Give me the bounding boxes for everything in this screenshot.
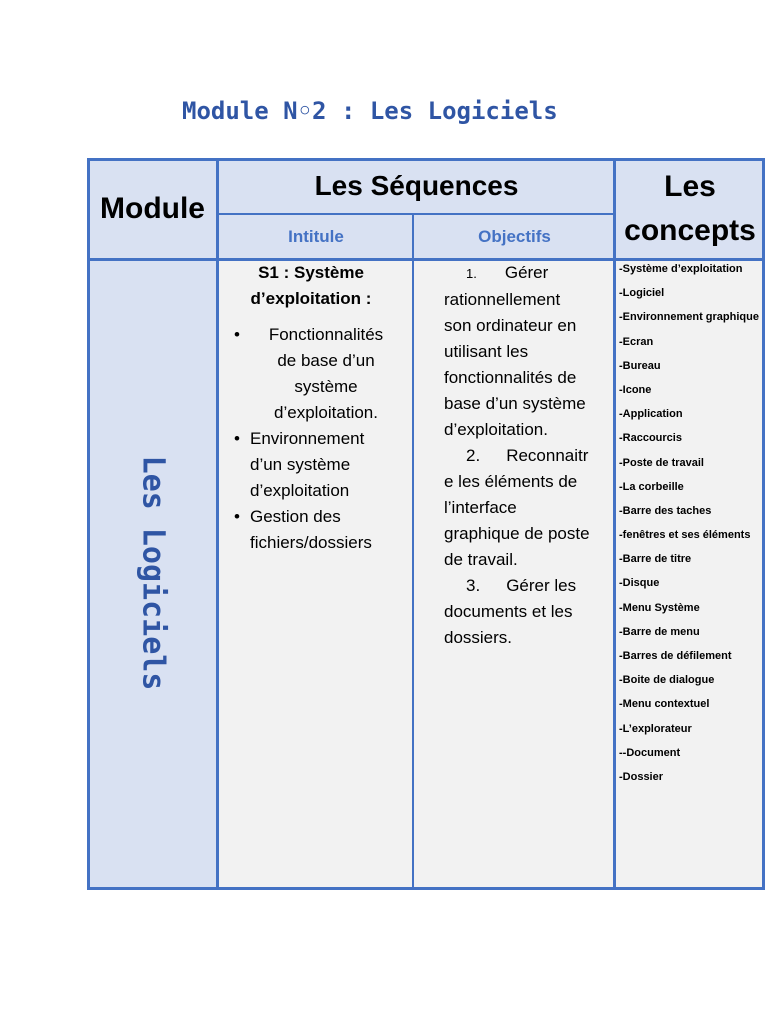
concept-item: -Menu contextuel: [619, 698, 710, 711]
objectif-item: [444, 573, 609, 651]
objectif-line: l’interface: [444, 498, 517, 517]
bullet-line: système: [294, 377, 358, 396]
bullet-line: Fonctionnalités: [268, 325, 384, 344]
concept-item: -Poste de travail: [619, 456, 704, 469]
header-concepts-line2: concepts: [624, 214, 756, 247]
concept-item: -Raccourcis: [619, 432, 682, 445]
bullet-line: d’exploitation: [250, 481, 350, 500]
concept-item: -La corbeille: [619, 480, 684, 493]
concept-item: -Barre de titre: [619, 553, 692, 566]
table-border-left: [87, 158, 90, 890]
objectif-line: de travail.: [444, 550, 518, 569]
table-border-right-header: [762, 158, 765, 260]
list-item: [224, 504, 408, 556]
concept-item: -Système d’exploitation: [619, 263, 743, 275]
sequence-table: [87, 158, 765, 890]
concept-item: -Barres de défilement: [619, 650, 732, 662]
table-border-col2: [412, 214, 414, 890]
table-border-col3: [613, 158, 616, 890]
objectif-line: fonctionnalités de: [444, 368, 577, 387]
concept-item: -Barre des taches: [619, 504, 712, 517]
objectif-line: documents et les: [444, 602, 573, 621]
bullet-icon: •: [234, 507, 240, 526]
objectif-line: son ordinateur en: [444, 316, 577, 335]
table-border-header: [87, 258, 765, 261]
concepts-list: [619, 262, 765, 794]
concept-item: -Bureau: [619, 359, 661, 372]
objectif-line: utilisant les: [444, 342, 529, 361]
objectif-line: base d’un système: [444, 394, 586, 413]
concept-item: -Barre de menu: [619, 625, 700, 638]
concept-item: -Ecran: [619, 335, 654, 348]
sequence-title-line1: S1 : Système: [258, 263, 364, 282]
objectif-item: [444, 260, 609, 443]
concept-item: -Menu Système: [619, 601, 700, 614]
objectif-number: 1.: [466, 266, 477, 281]
objectif-line: graphique de poste: [444, 524, 590, 543]
header-concepts-line1: Les: [664, 170, 716, 203]
concept-item: -Environnement graphique: [619, 311, 759, 324]
bullet-line: d’exploitation.: [274, 403, 378, 422]
module-name-vertical: Les Logiciels: [135, 455, 170, 691]
objectif-line: Gérer les: [506, 576, 577, 595]
concept-item: -Icone: [619, 383, 652, 396]
objectif-line: Reconnaitr: [506, 446, 589, 465]
concept-item: -Boite de dialogue: [619, 674, 715, 687]
objectif-line: Gérer: [504, 263, 549, 282]
sequence-title-line2: d’exploitation :: [250, 289, 372, 308]
header-intitule: Intitule: [218, 214, 414, 260]
table-border-right: [762, 260, 765, 890]
concept-item: --Document: [619, 746, 681, 759]
table-border-sequences: [218, 213, 615, 215]
module-cell: [87, 260, 218, 890]
table-border-top: [87, 158, 765, 161]
bullet-icon: •: [234, 429, 240, 448]
bullet-line: Gestion des: [250, 507, 341, 526]
concept-item: -Logiciel: [619, 287, 665, 300]
header-objectifs: Objectifs: [414, 214, 615, 260]
bullet-line: Environnement: [250, 429, 365, 448]
objectif-line: e les éléments de: [444, 472, 578, 491]
objectifs-list: [444, 260, 609, 651]
objectifs-cell: [414, 260, 615, 890]
bullet-line: fichiers/dossiers: [250, 533, 372, 552]
concept-item: -Application: [619, 408, 683, 421]
objectif-line: dossiers.: [444, 628, 513, 647]
bullet-line: d’un système: [250, 455, 351, 474]
table-border-bottom: [87, 887, 765, 890]
header-sequences: Les Séquences: [218, 158, 615, 214]
concept-item: -L’explorateur: [619, 722, 692, 735]
header-concepts: [615, 158, 765, 260]
bullet-line: de base d’un: [277, 351, 375, 370]
list-item: [224, 322, 408, 426]
objectif-line: rationnellement: [444, 290, 561, 309]
objectif-line: d’exploitation.: [444, 420, 548, 439]
table-border-col1: [216, 158, 219, 890]
objectif-number: 3.: [466, 576, 481, 595]
intitule-cell: [218, 260, 414, 890]
document-title: Module N◦2 : Les Logiciels: [182, 97, 558, 125]
list-item: [224, 426, 408, 504]
sequence-title: [224, 260, 408, 312]
bullet-icon: •: [234, 325, 240, 344]
objectif-number: 2.: [466, 446, 481, 465]
intitule-bullet-list: [224, 322, 408, 556]
concept-item: -Disque: [619, 577, 660, 590]
concept-item: -Dossier: [619, 770, 664, 783]
header-module: Module: [87, 158, 218, 260]
concept-item: -fenêtres et ses éléments: [619, 529, 751, 542]
objectif-item: [444, 443, 609, 573]
concepts-cell: [615, 260, 765, 890]
